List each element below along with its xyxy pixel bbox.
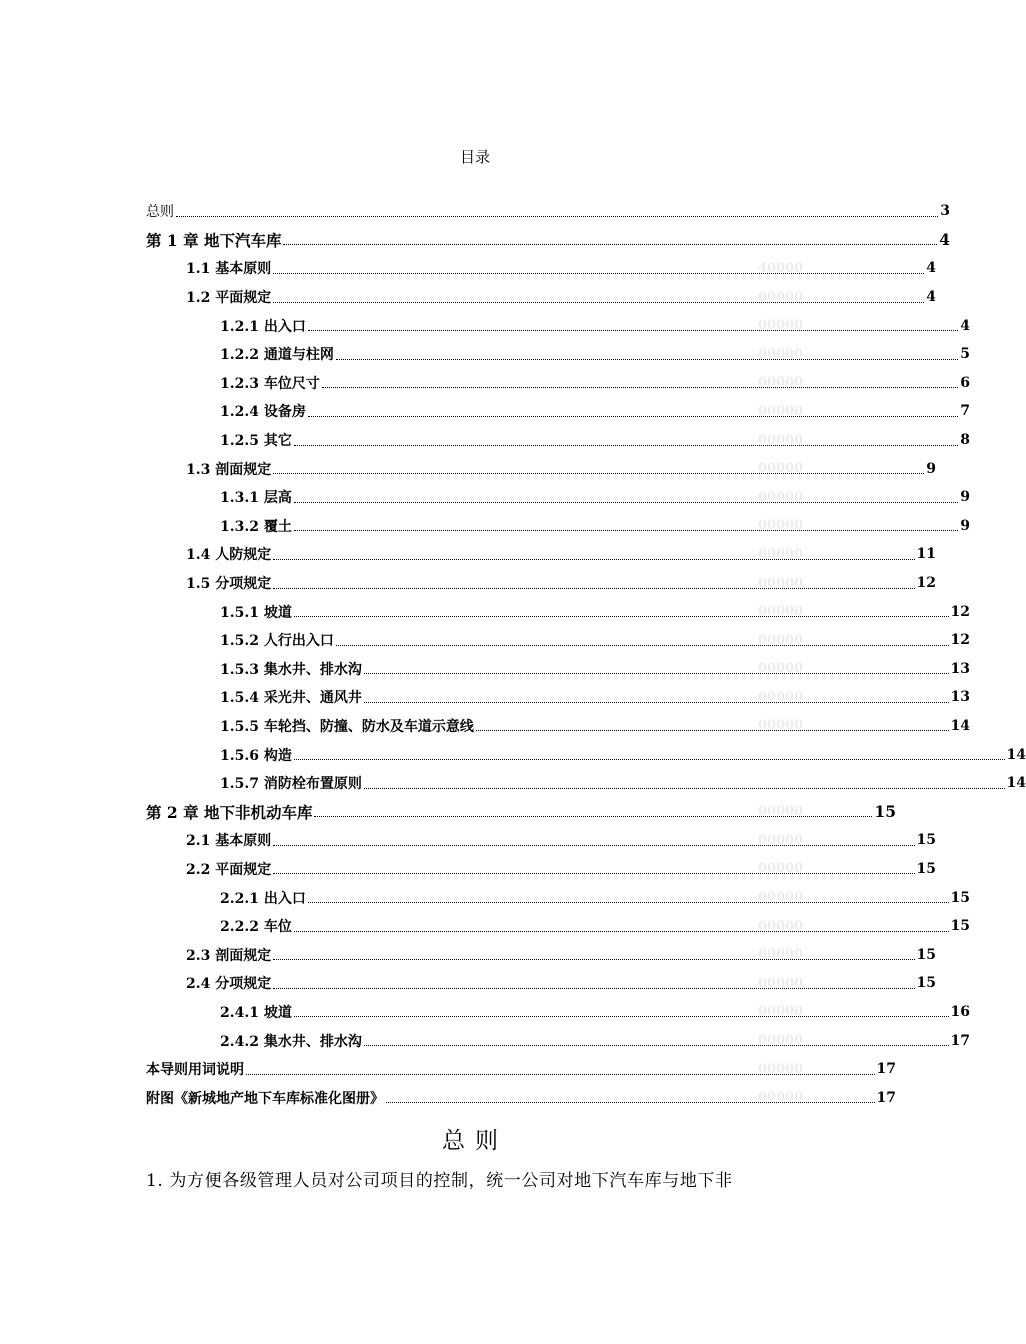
toc-faint-field-code: 00000 [758,432,804,448]
toc-faint-field-code: 00000 [758,461,804,477]
toc-dot-leader [294,1016,949,1017]
toc-page-number: 17 [876,1089,896,1106]
toc-entry[interactable] [0,1026,970,1055]
toc-entry[interactable] [0,254,936,283]
toc-entry[interactable] [0,283,936,312]
toc-page-number: 14 [950,717,970,734]
toc-page-number: 15 [950,918,970,935]
toc-entry[interactable] [0,597,970,626]
toc-page-number: 5 [960,346,970,363]
toc-entry-title: 2.1 基本原则 [186,833,272,850]
toc-page-number: 11 [916,546,936,563]
toc-page-number: 15 [916,832,936,849]
toc-entry[interactable] [0,540,936,569]
toc-faint-field-code: 00000 [758,1033,804,1049]
toc-dot-leader [308,330,958,331]
toc-entry-title: 1.5 分项规定 [186,576,272,593]
toc-entry-title: 1.5.5 车轮挡、防撞、防水及车道示意线 [220,718,474,735]
toc-entry[interactable] [0,397,970,426]
toc-page-number: 14 [1006,775,1026,792]
toc-dot-leader [308,902,949,903]
toc-entry-title: 2.2.2 车位 [220,919,292,936]
toc-dot-leader [294,616,949,617]
toc-dot-leader [308,416,958,417]
toc-entry[interactable] [0,797,896,826]
toc-dot-leader [364,788,1005,789]
toc-entry-title: 2.4.2 集水井、排水沟 [220,1033,362,1050]
toc-entry-title: 1.5.2 人行出入口 [220,633,334,650]
toc-page-number: 14 [1006,746,1026,763]
toc-entry[interactable] [0,197,950,226]
toc-entry[interactable] [0,655,970,684]
toc-entry[interactable] [0,454,936,483]
toc-faint-field-code: 00000 [758,661,804,677]
toc-dot-leader [273,473,924,474]
toc-page-number: 12 [950,632,970,649]
toc-page-number: 17 [950,1032,970,1049]
toc-faint-field-code: 00000 [758,489,804,505]
toc-page-number: 8 [960,432,970,449]
toc-faint-field-code: 00000 [758,689,804,705]
toc-entry-title: 1.5.1 坡道 [220,604,292,621]
toc-faint-field-code: 00000 [758,918,804,934]
toc-entry[interactable] [0,569,936,598]
toc-faint-field-code: 00000 [758,346,804,362]
toc-entry[interactable] [0,1055,896,1084]
toc-entry-title: 1.5.3 集水井、排水沟 [220,661,362,678]
toc-faint-field-code: 00000 [758,318,804,334]
toc-dot-leader [283,244,937,245]
toc-faint-field-code: 00000 [758,403,804,419]
toc-faint-field-code: 00000 [758,832,804,848]
toc-faint-field-code: 00000 [758,518,804,534]
toc-faint-field-code: 00000 [758,546,804,562]
toc-dot-leader [273,845,914,846]
toc-page-number: 12 [916,575,936,592]
toc-page-number: 9 [926,460,936,477]
toc-page-number: 4 [926,260,936,277]
toc-entry[interactable] [0,683,970,712]
toc-entry[interactable] [0,940,936,969]
toc-page-number: 9 [960,517,970,534]
section-heading: 总则 [442,1128,508,1154]
toc-page-number: 13 [950,689,970,706]
toc-entry-title: 1.5.7 消防栓布置原则 [220,776,362,793]
toc-entry-title: 1.5.4 采光井、通风井 [220,690,362,707]
toc-faint-field-code: 00000 [758,975,804,991]
toc-faint-field-code: 00000 [758,604,804,620]
toc-entry[interactable] [0,998,970,1027]
toc-entry[interactable] [0,226,950,255]
toc-faint-field-code: 00000 [758,804,804,820]
toc-faint-field-code: 00000 [758,375,804,391]
toc-faint-field-code: 00000 [758,632,804,648]
toc-entry[interactable] [0,769,1026,798]
toc-entry[interactable] [0,512,970,541]
toc-page-number: 4 [960,317,970,334]
toc-page-number: 15 [916,975,936,992]
toc-dot-leader [364,673,949,674]
toc-entry[interactable] [0,1083,896,1112]
toc-entry-title: 1.3.2 覆土 [220,518,292,535]
toc-page-number: 13 [950,660,970,677]
toc-faint-field-code: 00000 [758,1061,804,1077]
toc-dot-leader [176,216,938,217]
toc-dot-leader [336,645,949,646]
toc-dot-leader [273,302,924,303]
toc-entry-title: 附图《新城地产地下车库标准化图册》 [146,1090,384,1107]
toc-entry-title: 第 2 章 地下非机动车库 [146,802,313,822]
toc-faint-field-code: 00000 [758,947,804,963]
toc-entry[interactable] [0,912,970,941]
toc-page-number: 15 [916,860,936,877]
toc-page-number: 6 [960,374,970,391]
toc-entry-title: 1.2 平面规定 [186,290,272,307]
toc-entry[interactable] [0,969,936,998]
toc-title: 目录 [459,148,490,166]
toc-page-number: 15 [950,889,970,906]
toc-faint-field-code: 00000 [758,861,804,877]
toc-entry-title: 1.4 人防规定 [186,547,272,564]
toc-entry-title: 1.2.1 出入口 [220,318,306,335]
toc-entry-title: 2.2 平面规定 [186,861,272,878]
toc-page-number: 15 [874,802,896,822]
toc-dot-leader [476,730,949,731]
toc-entry-title: 本导则用词说明 [146,1062,244,1079]
toc-entry[interactable] [0,311,970,340]
toc-page-number: 17 [876,1061,896,1078]
toc-entry[interactable] [0,426,970,455]
toc-dot-leader [273,873,914,874]
toc-faint-field-code: 00000 [758,1090,804,1106]
toc-entry-title: 2.4 分项规定 [186,976,272,993]
toc-entry[interactable] [0,712,970,741]
toc-page-number: 16 [950,1003,970,1020]
toc-dot-leader [336,359,958,360]
toc-entry-title: 1.1 基本原则 [186,261,272,278]
toc-page-number: 3 [940,203,950,220]
toc-faint-field-code: 00000 [758,289,804,305]
toc-faint-field-code: 00000 [758,1004,804,1020]
toc-dot-leader [294,502,958,503]
toc-dot-leader [364,1045,949,1046]
toc-entry[interactable] [0,483,970,512]
toc-faint-field-code: 00000 [758,575,804,591]
toc-page-number: 4 [926,289,936,306]
toc-dot-leader [294,530,958,531]
toc-dot-leader [364,702,949,703]
toc-entry-title: 2.3 剖面规定 [186,947,272,964]
toc-dot-leader [294,445,958,446]
toc-entry-title: 第 1 章 地下汽车库 [146,230,282,250]
toc-dot-leader [294,759,1005,760]
table-of-contents [0,197,1026,1112]
toc-entry[interactable] [0,369,970,398]
toc-entry[interactable] [0,855,936,884]
toc-dot-leader [273,959,914,960]
toc-dot-leader [273,273,924,274]
toc-entry-title: 1.5.6 构造 [220,747,292,764]
toc-dot-leader [322,387,958,388]
toc-faint-field-code: 00000 [758,718,804,734]
toc-entry-title: 1.2.5 其它 [220,433,292,450]
toc-entry[interactable] [0,740,1026,769]
toc-entry-title: 1.2.2 通道与柱网 [220,347,334,364]
toc-page-number: 9 [960,489,970,506]
body-paragraph: 1. 为方便各级管理人员对公司项目的控制，统一公司对地下汽车库与地下非 [146,1171,733,1191]
toc-dot-leader [294,931,949,932]
toc-entry-title: 总则 [146,204,174,221]
toc-entry-title: 1.2.3 车位尺寸 [220,375,320,392]
toc-page-number: 7 [960,403,970,420]
toc-page-number: 12 [950,603,970,620]
toc-dot-leader [273,988,914,989]
toc-entry-title: 1.3 剖面规定 [186,461,272,478]
toc-entry-title: 1.2.4 设备房 [220,404,306,421]
toc-entry[interactable] [0,340,970,369]
toc-page-number: 15 [916,946,936,963]
toc-entry-title: 2.4.1 坡道 [220,1004,292,1021]
toc-entry-title: 1.3.1 层高 [220,490,292,507]
toc-faint-field-code: 00000 [758,890,804,906]
toc-faint-field-code: 40000 [758,260,804,276]
toc-entry[interactable] [0,626,970,655]
toc-entry[interactable] [0,883,970,912]
toc-dot-leader [273,559,914,560]
toc-dot-leader [273,588,914,589]
toc-entry-title: 2.2.1 出入口 [220,890,306,907]
toc-page-number: 4 [939,230,950,250]
toc-entry[interactable] [0,826,936,855]
